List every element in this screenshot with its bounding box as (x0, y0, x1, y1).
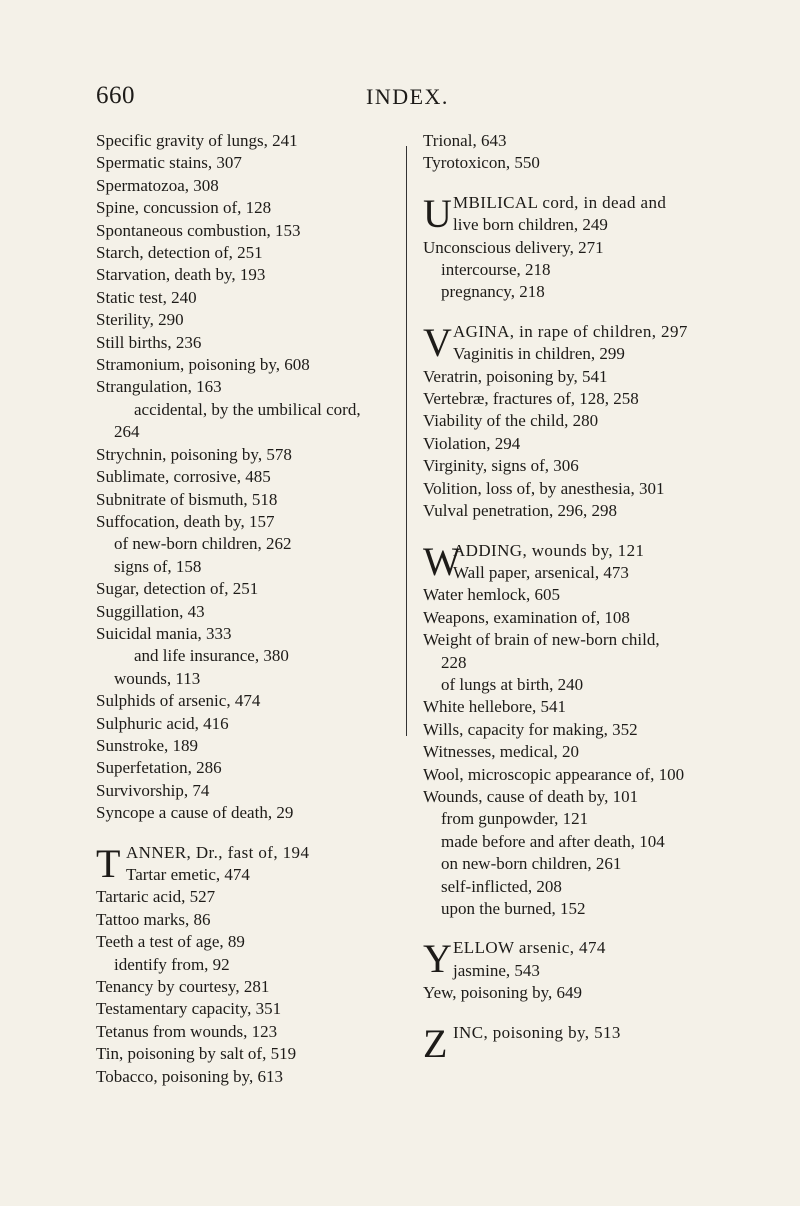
index-entry: Sublimate, corrosive, 485 (96, 467, 271, 487)
index-entry: Tartaric acid, 527 (96, 887, 216, 907)
index-entry: Viability of the child, 280 (423, 411, 599, 431)
index-entry: Water hemlock, 605 (423, 585, 560, 605)
index-entry: Tyrotoxicon, 550 (423, 153, 540, 173)
index-subentry: on new-born children, 261 (441, 854, 622, 874)
index-entry: AGINA, in rape of children, 297 (453, 321, 688, 341)
index-entry: Vaginitis in children, 299 (453, 344, 625, 364)
section-gap (423, 920, 723, 937)
drop-cap-letter: Z (423, 1020, 448, 1066)
column-divider (406, 146, 407, 736)
index-entry: Sulphids of arsenic, 474 (96, 691, 261, 711)
index-entry: Still births, 236 (96, 332, 202, 352)
index-entry: Superfetation, 286 (96, 758, 222, 778)
index-entry: Sulphuric acid, 416 (96, 713, 229, 733)
drop-cap-letter: W (423, 538, 461, 584)
page-number: 660 (96, 82, 135, 109)
index-entry: Strangulation, 163 (96, 377, 222, 397)
letter-section-start (423, 1020, 723, 1066)
index-subentry: 264 (114, 422, 140, 442)
index-entry: Sterility, 290 (96, 310, 184, 330)
index-entry: Stramonium, poisoning by, 608 (96, 355, 310, 375)
index-entry: Teeth a test of age, 89 (96, 932, 245, 952)
drop-cap-letter: U (423, 190, 452, 236)
index-entry: Trional, 643 (423, 131, 507, 150)
section-gap (423, 523, 723, 540)
index-entry: Violation, 294 (423, 433, 521, 453)
index-subentry: intercourse, 218 (441, 260, 551, 280)
section-gap (423, 1005, 723, 1022)
letter-section-start (423, 937, 723, 982)
index-entry: Sunstroke, 189 (96, 735, 198, 755)
drop-cap-letter: Y (423, 936, 452, 982)
index-entry: ADDING, wounds by, 121 (453, 540, 645, 560)
index-entry: Syncope a cause of death, 29 (96, 803, 294, 823)
letter-section-start (423, 321, 723, 366)
index-column-right (423, 130, 723, 1066)
index-subentry: upon the burned, 152 (441, 899, 586, 918)
index-subentry: and life insurance, 380 (134, 646, 289, 666)
index-entry: MBILICAL cord, in dead and (453, 192, 667, 212)
index-entry: Weapons, examination of, 108 (423, 607, 630, 627)
index-entry: Vertebræ, fractures of, 128, 258 (423, 389, 639, 409)
index-column-left (96, 130, 396, 1088)
index-entry: ANNER, Dr., fast of, 194 (126, 842, 310, 862)
index-entry: Witnesses, medical, 20 (423, 742, 580, 762)
index-entry: Tenancy by courtesy, 281 (96, 977, 270, 997)
index-entry: Veratrin, poisoning by, 541 (423, 366, 608, 386)
index-entry: Yew, poisoning by, 649 (423, 983, 583, 1003)
index-entry: Suffocation, death by, 157 (96, 511, 275, 531)
index-entry: Weight of brain of new-born child, (423, 630, 660, 650)
index-entry: Testamentary capacity, 351 (96, 999, 282, 1019)
index-subentry: 228 (441, 652, 467, 672)
index-entry: Spine, concussion of, 128 (96, 198, 272, 218)
page-title: INDEX. (366, 84, 449, 109)
index-entry: Unconscious delivery, 271 (423, 237, 604, 257)
index-subentry: accidental, by the umbilical cord, (134, 399, 361, 419)
index-entry: Spontaneous combustion, 153 (96, 220, 301, 240)
index-entry: Sugar, detection of, 251 (96, 579, 259, 599)
index-entry: Wool, microscopic appearance of, 100 (423, 764, 685, 784)
index-entry: Static test, 240 (96, 287, 197, 307)
index-entry: Subnitrate of bismuth, 518 (96, 489, 278, 509)
index-entry: Wall paper, arsenical, 473 (453, 562, 629, 582)
letter-section-start (423, 192, 723, 237)
index-subentry: signs of, 158 (114, 556, 202, 576)
index-entry: Tin, poisoning by salt of, 519 (96, 1044, 297, 1064)
index-entry: Survivorship, 74 (96, 780, 210, 800)
index-entry: White hellebore, 541 (423, 697, 567, 717)
drop-cap-letter: T (96, 840, 121, 886)
index-entry: Tetanus from wounds, 123 (96, 1021, 278, 1041)
letter-section-start (96, 842, 396, 887)
index-entry: Vulval penetration, 296, 298 (423, 501, 617, 521)
index-entry: ELLOW arsenic, 474 (453, 938, 606, 958)
index-entry: Volition, loss of, by anesthesia, 301 (423, 478, 665, 498)
index-subentry: self-inflicted, 208 (441, 876, 562, 896)
index-subentry: wounds, 113 (114, 668, 201, 688)
section-gap (423, 304, 723, 321)
index-subentry: pregnancy, 218 (441, 282, 545, 302)
index-subentry: of lungs at birth, 240 (441, 674, 584, 694)
index-subentry: of new-born children, 262 (114, 534, 292, 554)
index-entry: Starvation, death by, 193 (96, 265, 266, 285)
index-subentry: made before and after death, 104 (441, 831, 665, 851)
page-header (0, 82, 800, 118)
index-entry: Virginity, signs of, 306 (423, 456, 579, 476)
index-entry: Strychnin, poisoning by, 578 (96, 444, 292, 464)
section-gap (423, 175, 723, 192)
index-subentry: from gunpowder, 121 (441, 809, 589, 829)
index-entry: live born children, 249 (453, 215, 608, 235)
index-entry: Tartar emetic, 474 (126, 865, 250, 884)
index-entry: Suggillation, 43 (96, 601, 205, 621)
index-entry: jasmine, 543 (453, 960, 540, 980)
index-entry: INC, poisoning by, 513 (453, 1022, 621, 1042)
index-entry: Suicidal mania, 333 (96, 623, 232, 643)
drop-cap-letter: V (423, 319, 452, 365)
index-entry: Wounds, cause of death by, 101 (423, 786, 639, 806)
index-entry: Spermatozoa, 308 (96, 175, 219, 195)
index-entry: Tobacco, poisoning by, 613 (96, 1066, 284, 1086)
index-entry: Wills, capacity for making, 352 (423, 719, 638, 739)
index-subentry: identify from, 92 (114, 954, 230, 974)
index-entry: Tattoo marks, 86 (96, 909, 211, 929)
index-entry: Starch, detection of, 251 (96, 243, 263, 263)
section-gap (96, 825, 396, 842)
index-entry: Specific gravity of lungs, 241 (96, 131, 298, 150)
index-entry: Spermatic stains, 307 (96, 153, 242, 173)
letter-section-start (423, 540, 723, 585)
